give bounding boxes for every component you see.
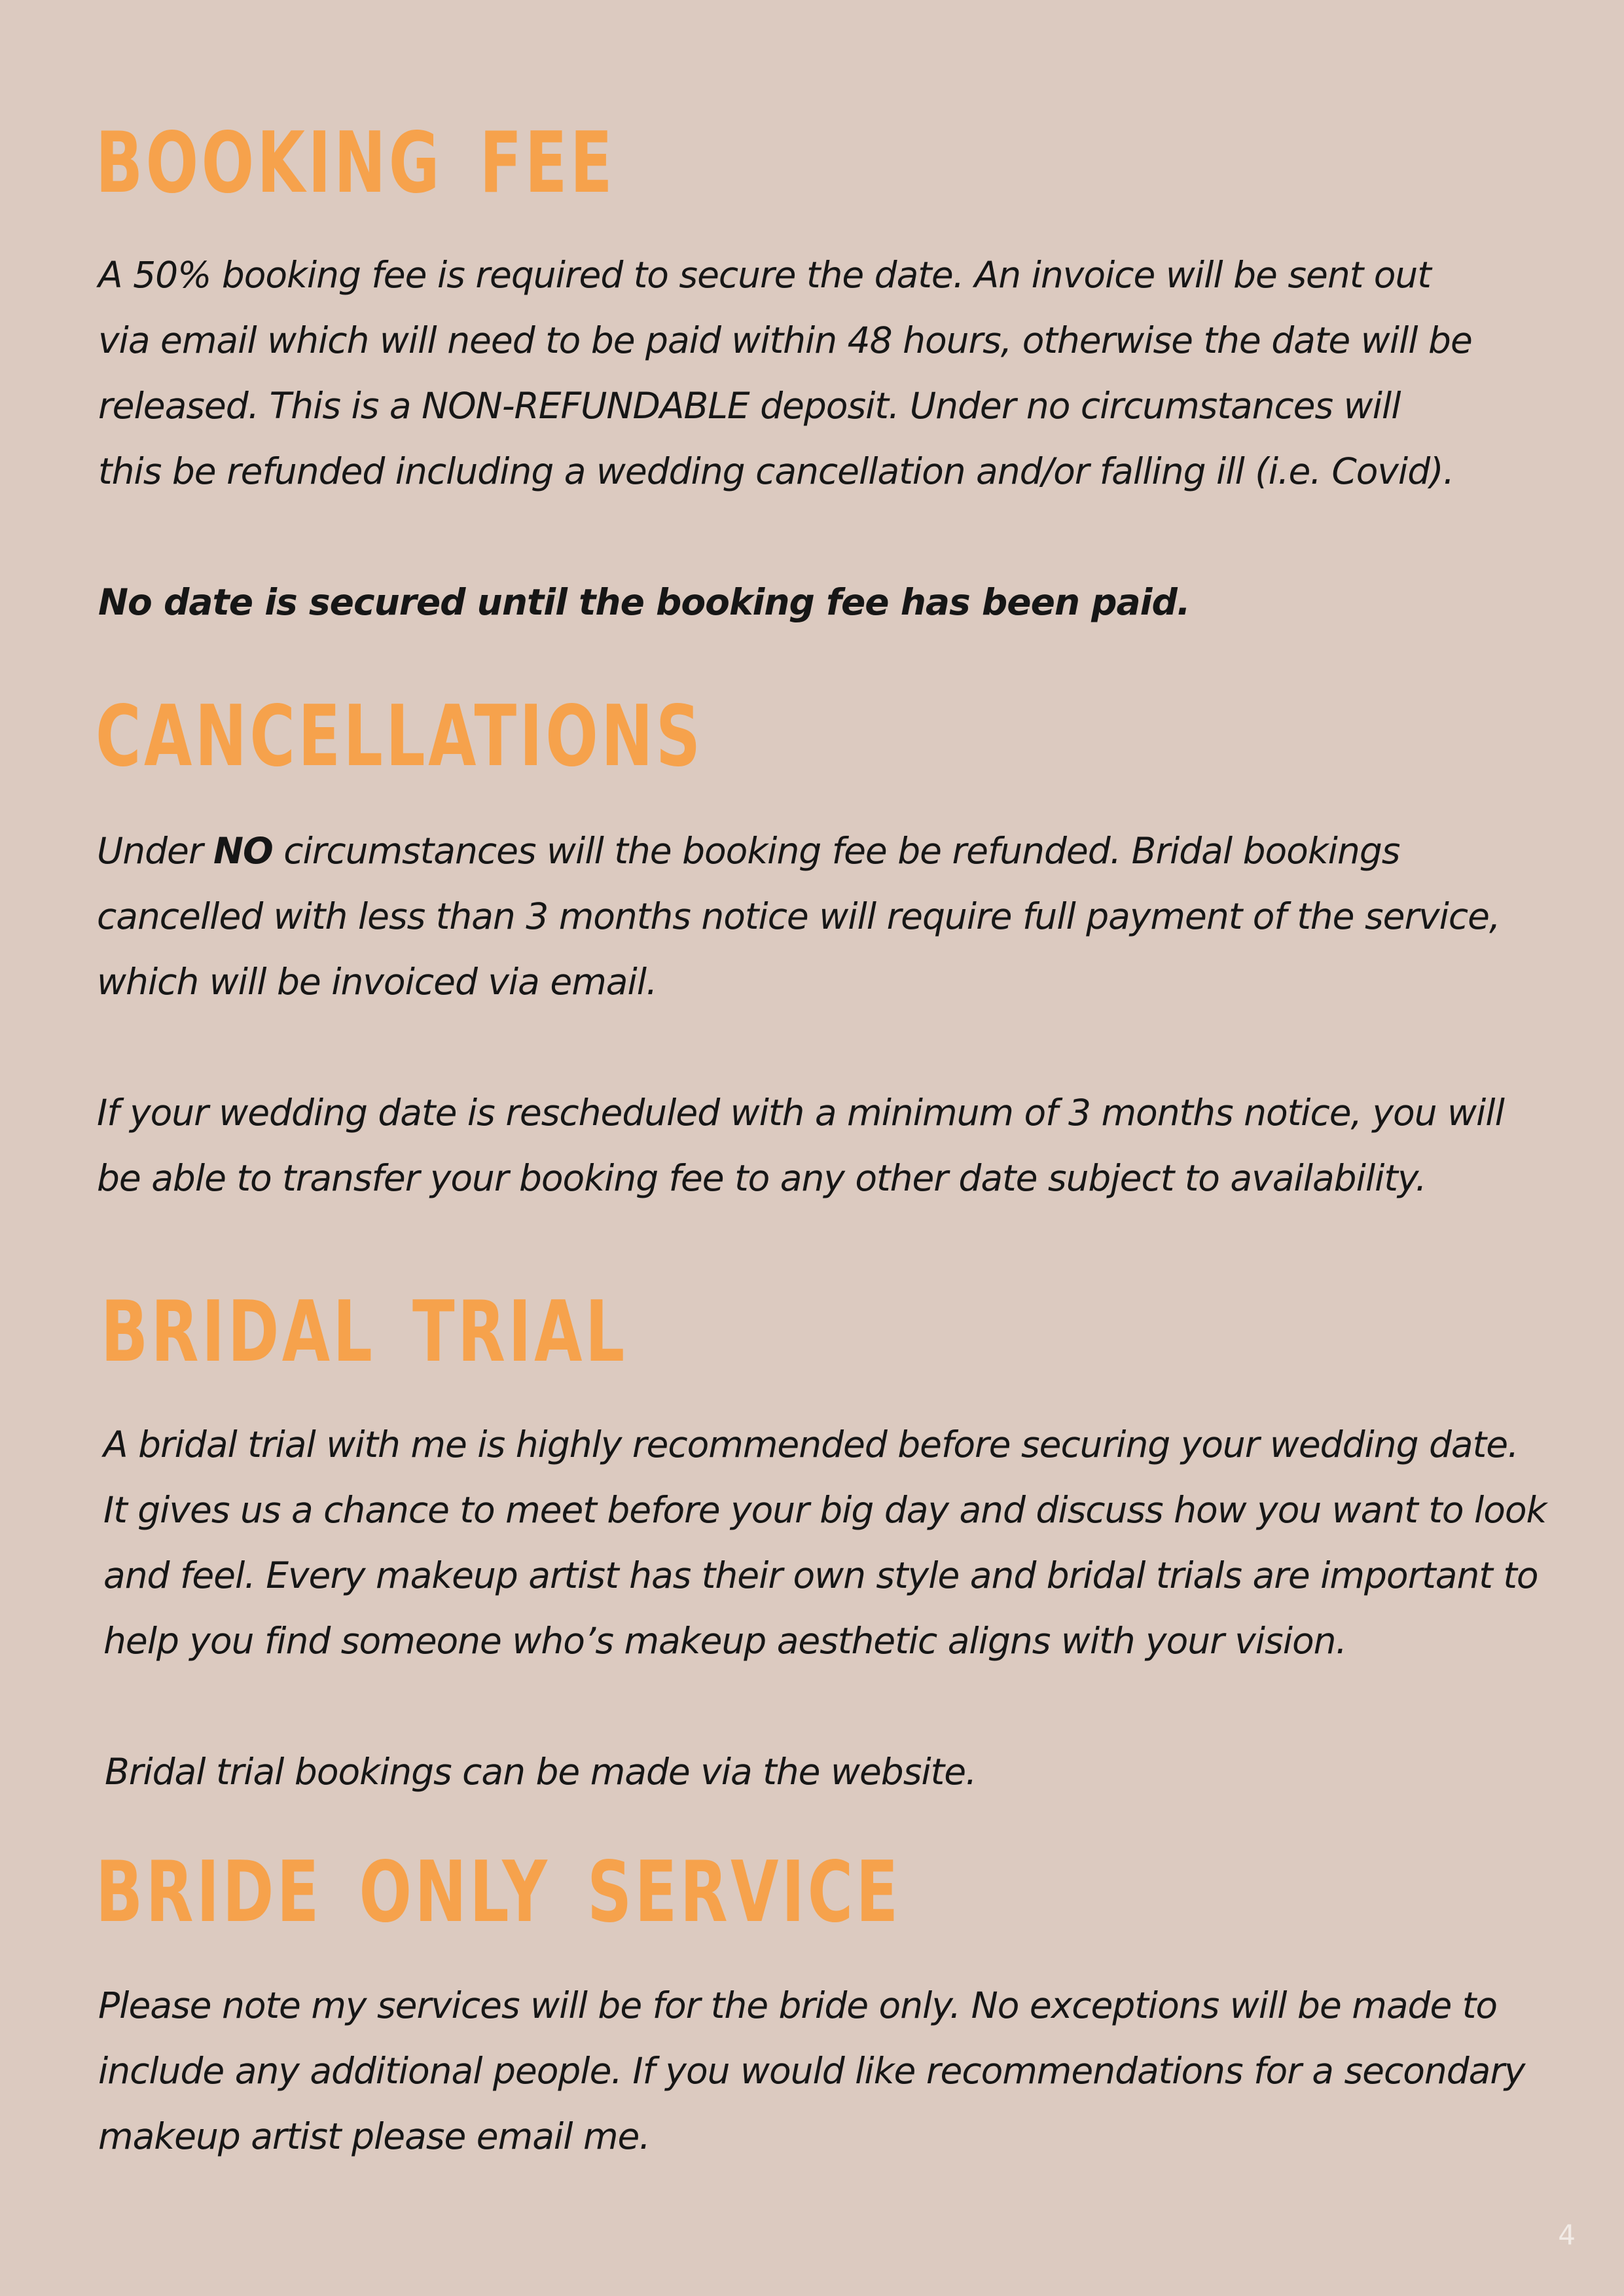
cancellations-heading: CANCELLATIONS: [96, 688, 704, 785]
cancellations-p1-lead: Under: [97, 830, 213, 872]
bridal-trial-heading: BRIDAL TRIAL: [101, 1283, 628, 1381]
page-number: 4: [1558, 2219, 1576, 2251]
bride-only-line-3: makeup artist please email me.: [98, 2115, 650, 2157]
bridal-trial-line-2: It gives us a chance to meet before your big day and discuss how you want to look: [103, 1489, 1547, 1531]
bridal-trial-line-3: and feel. Every makeup artist has their own style and bridal trials are important to: [103, 1554, 1538, 1596]
bride-only-line-1: Please note my services will be for the bride only. No exceptions will be made to: [98, 1984, 1497, 2026]
booking-fee-line-2: via email which will need to be paid within 48 hours, otherwise the date will be: [98, 319, 1472, 361]
booking-fee-heading: BOOKING FEE: [96, 115, 616, 212]
bridal-trial-note: Bridal trial bookings can be made via the website.: [105, 1751, 977, 1793]
cancellations-paragraph-1: [97, 818, 1500, 1014]
booking-fee-note: No date is secured until the booking fee has been paid.: [98, 581, 1190, 623]
cancellations-p1-line-2: cancelled with less than 3 months notice will require full payment of the service,: [97, 895, 1500, 937]
booking-fee-line-3: released. This is a NON-REFUNDABLE deposit. Under no circumstances will: [98, 385, 1401, 427]
bride-only-service-heading: BRIDE ONLY SERVICE: [96, 1844, 901, 1941]
cancellations-p2-line-2: be able to transfer your booking fee to any other date subject to availability.: [97, 1157, 1426, 1199]
cancellations-p1-rest: circumstances will the booking fee be refunded. Bridal bookings: [272, 830, 1400, 872]
bride-only-service-paragraph: [98, 1973, 1525, 2169]
cancellations-p2-line-1: If your wedding date is rescheduled with a minimum of 3 months notice, you will: [97, 1092, 1504, 1134]
bridal-trial-line-1: A bridal trial with me is highly recommended before securing your wedding date.: [103, 1424, 1519, 1465]
cancellations-p1-line-3: which will be invoiced via email.: [97, 961, 657, 1003]
bride-only-line-2: include any additional people. If you would like recommendations for a secondary: [98, 2050, 1525, 2092]
booking-fee-line-4: this be refunded including a wedding cancellation and/or falling ill (i.e. Covid).: [98, 450, 1454, 492]
cancellations-paragraph-2: [97, 1080, 1504, 1211]
cancellations-p1-emphasis: NO: [213, 830, 273, 872]
bridal-trial-line-4: help you find someone who’s makeup aesthetic aligns with your vision.: [103, 1620, 1346, 1662]
booking-fee-line-1: A 50% booking fee is required to secure the date. An invoice will be sent out: [98, 254, 1431, 296]
cancellations-p1-line-1: [97, 818, 1500, 884]
bridal-trial-paragraph: [103, 1412, 1546, 1674]
booking-fee-paragraph: [98, 242, 1472, 504]
